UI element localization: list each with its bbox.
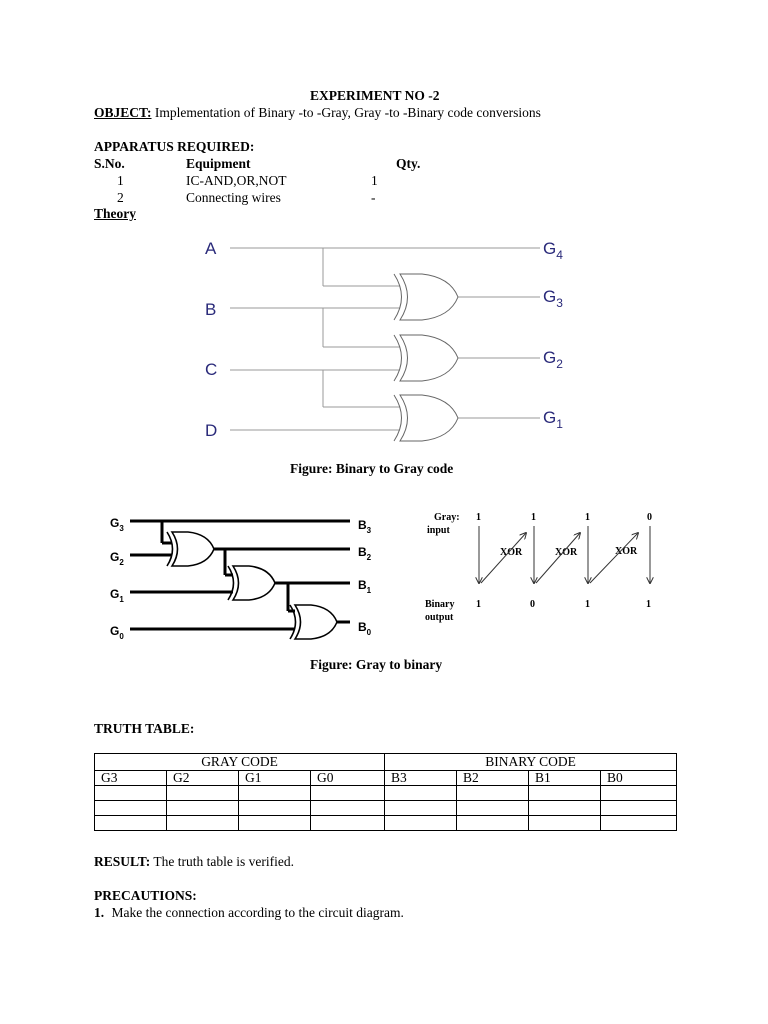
gray-to-binary-diagram: [0, 505, 400, 645]
xor-gate-a: [167, 532, 214, 566]
col-b2: B2: [457, 771, 529, 786]
col-b3: B3: [385, 771, 457, 786]
input-g1-label: $G_1$: [110, 587, 124, 604]
col-g1: G1: [239, 771, 311, 786]
result-label: RESULT:: [94, 854, 151, 869]
precautions-heading: PRECAUTIONS:: [94, 888, 197, 903]
gray-bit-4: 0: [647, 512, 652, 523]
xor-gate-3: [394, 395, 458, 441]
xor-gate-2: [394, 335, 458, 381]
apparatus-row-2-equipment: Connecting wires: [186, 190, 281, 205]
xor-gate-1: [394, 274, 458, 320]
gray-input-label-1: Gray:: [434, 512, 460, 523]
gray-bit-2: 1: [531, 512, 536, 523]
output-b2-label: $B_2$: [358, 545, 372, 562]
result-line: [94, 854, 294, 870]
apparatus-row-1-sno: 1: [117, 173, 124, 188]
experiment-title: EXPERIMENT NO -2: [310, 88, 440, 103]
precaution-text: Make the connection according to the circuit diagram.: [111, 905, 404, 920]
col-b1: B1: [529, 771, 601, 786]
output-g4-label: $G_4$: [543, 239, 563, 262]
binary-output-label-1: Binary: [425, 599, 455, 610]
output-b3-label: $B_3$: [358, 518, 372, 535]
apparatus-row-2-sno: 2: [117, 190, 124, 205]
binary-bit-4: 1: [646, 599, 651, 610]
arrow-diag-3: [590, 533, 638, 583]
binary-bit-3: 1: [585, 599, 590, 610]
precaution-item-1: [94, 905, 404, 921]
object-label: OBJECT:: [94, 105, 152, 120]
output-g1-label: $G_1$: [543, 408, 563, 431]
gray-to-binary-example: [410, 505, 670, 630]
xor-label-1: XOR: [500, 547, 523, 558]
binary-to-gray-diagram: [0, 220, 768, 450]
output-b0-label: $B_0$: [358, 620, 372, 637]
col-g2: G2: [167, 771, 239, 786]
fig2-caption: Figure: Gray to binary: [310, 657, 443, 672]
result-text: The truth table is verified.: [150, 854, 294, 869]
arrow-diag-1: [481, 533, 526, 583]
gray-input-label-2: input: [427, 525, 450, 536]
binary-bit-2: 0: [530, 599, 535, 610]
col-g3: G3: [95, 771, 167, 786]
apparatus-row-1-equipment: IC-AND,OR,NOT: [186, 173, 287, 188]
binary-code-header: BINARY CODE: [385, 754, 677, 771]
input-b-label: B: [205, 300, 217, 319]
input-a-label: A: [205, 239, 217, 258]
input-g0-label: $G_0$: [110, 624, 124, 641]
precaution-number: 1.: [94, 905, 105, 920]
output-b1-label: $B_1$: [358, 578, 372, 595]
input-d-label: D: [205, 421, 218, 440]
binary-output-label-2: output: [425, 612, 454, 623]
xor-label-2: XOR: [555, 547, 578, 558]
table-row: [95, 816, 677, 831]
object-line: [94, 105, 541, 121]
truth-table-heading: TRUTH TABLE:: [94, 721, 195, 736]
gray-bit-3: 1: [585, 512, 590, 523]
input-g3-label: $G_3$: [110, 516, 124, 533]
xor-gate-b: [228, 566, 275, 600]
arrow-diag-2: [536, 533, 580, 583]
apparatus-row-2-qty: -: [371, 190, 376, 205]
apparatus-row-1-qty: 1: [371, 173, 378, 188]
input-c-label: C: [205, 360, 218, 379]
col-g0: G0: [311, 771, 385, 786]
output-g3-label: $G_3$: [543, 287, 563, 310]
xor-label-3: XOR: [615, 546, 638, 557]
apparatus-col-qty: Qty.: [396, 156, 421, 171]
gray-bit-1: 1: [476, 512, 481, 523]
theory-heading: Theory: [94, 206, 136, 221]
object-text: Implementation of Binary -to -Gray, Gray -to -Binary code conversions: [151, 105, 541, 120]
table-row: [95, 801, 677, 816]
table-row: [95, 786, 677, 801]
truth-table: [94, 753, 677, 831]
apparatus-col-sno: S.No.: [94, 156, 125, 171]
apparatus-heading: APPARATUS REQUIRED:: [94, 139, 255, 154]
gray-code-header: GRAY CODE: [95, 754, 385, 771]
input-g2-label: $G_2$: [110, 550, 124, 567]
apparatus-col-equipment: Equipment: [186, 156, 251, 171]
xor-gate-c: [290, 605, 337, 639]
binary-bit-1: 1: [476, 599, 481, 610]
col-b0: B0: [601, 771, 677, 786]
output-g2-label: $G_2$: [543, 348, 563, 371]
fig1-caption: Figure: Binary to Gray code: [290, 461, 454, 476]
